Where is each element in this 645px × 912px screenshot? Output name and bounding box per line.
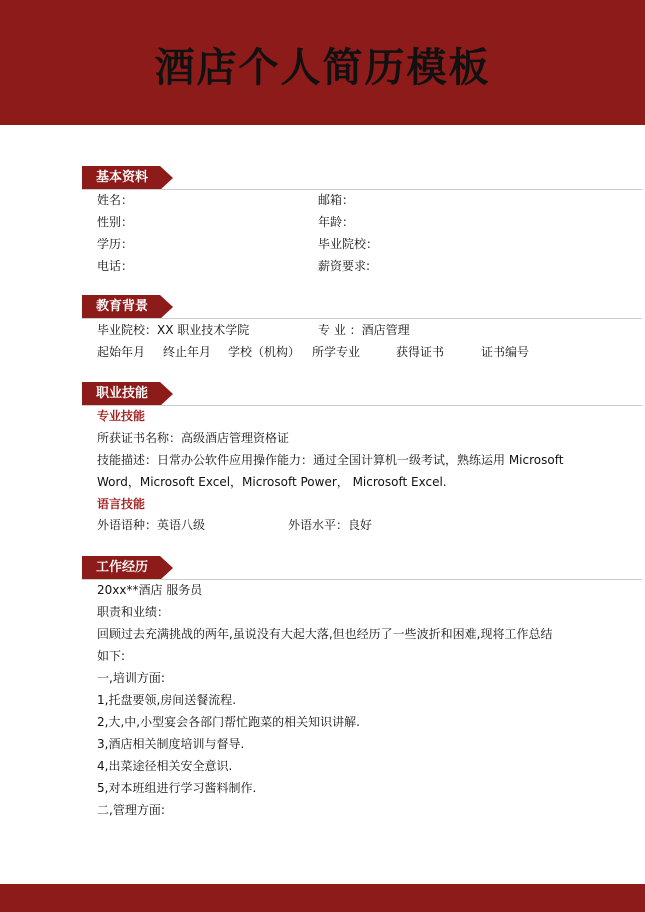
page-title: 酒店个人简历模板 — [154, 45, 491, 91]
skills-certificate: 所获证书名称：高级酒店管理资格证 — [97, 431, 290, 445]
field-email: 邮箱： — [318, 193, 355, 207]
language-type: 外语语种：英语八级 — [97, 518, 206, 532]
skills-description: 技能描述：日常办公软件应用操作能力：通过全国计算机一级考试，熟练运用 Microsoft — [97, 453, 564, 467]
work-summary: 回顾过去充满挑战的两年,虽说没有大起大落,但也经历了一些波折和困难,现将工作总结 — [97, 627, 553, 641]
footer-banner — [0, 884, 645, 912]
section-work-heading: 工作经历 — [82, 556, 160, 580]
work-summary-cont: 如下: — [97, 649, 126, 663]
edu-column-end: 终止年月 — [163, 345, 212, 359]
edu-column-start: 起始年月 — [97, 345, 146, 359]
section-divider — [82, 318, 642, 319]
work-training-heading: 一,培训方面: — [97, 671, 165, 685]
field-school: 毕业院校： — [318, 237, 379, 251]
skills-description-cont: Word，Microsoft Excel，Microsoft Power， Microsoft Excel. — [97, 475, 447, 489]
edu-column-major: 所学专业 — [312, 345, 361, 359]
section-education-heading: 教育背景 — [82, 295, 160, 319]
field-salary: 薪资要求: — [318, 259, 371, 273]
work-item: 1,托盘要领,房间送餐流程. — [97, 693, 237, 707]
field-education: 学历： — [97, 237, 134, 251]
work-management-heading: 二,管理方面: — [97, 803, 165, 817]
language-level: 外语水平：良好 — [288, 518, 373, 532]
field-age: 年龄： — [318, 215, 355, 229]
field-name: 姓名： — [97, 193, 134, 207]
work-duty-label: 职责和业绩： — [97, 605, 170, 619]
work-item: 3,酒店相关制度培训与督导. — [97, 737, 245, 751]
field-phone: 电话： — [97, 259, 134, 273]
work-item: 2,大,中,小型宴会各部门帮忙跑菜的相关知识讲解. — [97, 715, 360, 729]
section-basic-heading: 基本资料 — [82, 166, 160, 190]
work-item: 5,对本班组进行学习酱料制作. — [97, 781, 257, 795]
work-item: 4,出菜途径相关安全意识. — [97, 759, 233, 773]
field-gender: 性别： — [97, 215, 134, 229]
edu-major: 专 业 ：酒店管理 — [318, 323, 410, 337]
section-divider — [82, 405, 642, 406]
section-divider — [82, 579, 642, 580]
subheading-professional-skills: 专业技能 — [97, 409, 146, 423]
subheading-language-skills: 语言技能 — [97, 497, 146, 511]
edu-column-certificate: 获得证书 — [396, 345, 445, 359]
section-skills-heading: 职业技能 — [82, 382, 160, 406]
section-divider — [82, 189, 642, 190]
edu-column-school: 学校（机构） — [228, 345, 301, 359]
edu-school: 毕业院校：XX 职业技术学院 — [97, 323, 250, 337]
work-job: 20xx**酒店 服务员 — [97, 583, 203, 597]
edu-column-cert-number: 证书编号 — [481, 345, 530, 359]
